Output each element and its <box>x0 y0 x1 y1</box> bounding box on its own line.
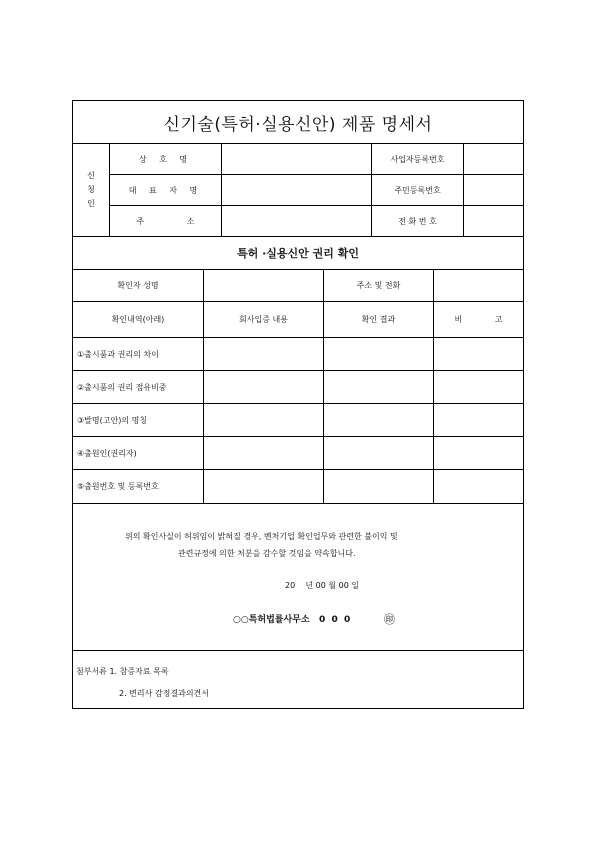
section-title-row <box>73 237 523 270</box>
item-label: ①출시품과 권리의 차이 <box>77 349 159 359</box>
address-field[interactable] <box>221 206 371 237</box>
resident-no-label: 주민등록번호 <box>371 175 463 205</box>
seal-mark: ㊞ <box>384 613 395 626</box>
confirmer-name-label: 확인자 성명 <box>117 281 159 290</box>
result-field[interactable] <box>323 338 433 370</box>
form-title: 신기술(특허·실용신안) 제품 명세서 <box>163 114 433 135</box>
statement-block <box>73 504 523 651</box>
company-proof-field[interactable] <box>203 437 323 469</box>
company-proof-field[interactable] <box>203 371 323 403</box>
column-header-row <box>73 302 523 338</box>
statement-line-2: 관련규정에 의한 처분을 감수할 것임을 약속합니다. <box>178 549 356 558</box>
confirmer-row <box>73 270 523 302</box>
item-label: ③발명(고안)의 명칭 <box>77 415 148 425</box>
result-field[interactable] <box>323 470 433 503</box>
remarks-field[interactable] <box>433 470 523 503</box>
phone-label: 전 화 번 호 <box>371 206 463 237</box>
resident-no-field[interactable] <box>463 175 523 205</box>
confirmer-contact-label: 주소 및 전화 <box>323 270 433 301</box>
section-title: 특허 ·실용신안 권리 확인 <box>237 247 359 260</box>
item-label: ④출원인(권리자) <box>77 448 137 458</box>
applicant-block <box>73 144 523 237</box>
statement-line-1: 위의 확인사실이 허위임이 밝혀질 경우, 벤처기업 확인업무와 관련한 불이익 및 <box>125 532 398 541</box>
table-row <box>73 404 523 437</box>
result-field[interactable] <box>323 371 433 403</box>
item-label: ⑤출원번호 및 등록번호 <box>77 482 159 491</box>
company-proof-field[interactable] <box>203 338 323 370</box>
remarks-field[interactable] <box>433 437 523 469</box>
remarks-field[interactable] <box>433 404 523 436</box>
column-header: 비 고 <box>433 302 523 337</box>
attachments-block <box>73 651 523 708</box>
column-header: 확인 결과 <box>323 302 433 337</box>
business-no-label: 사업자등록번호 <box>371 144 463 174</box>
address-label: 주 소 <box>136 217 195 226</box>
company-proof-field[interactable] <box>203 470 323 503</box>
table-row <box>73 338 523 371</box>
business-no-field[interactable] <box>463 144 523 174</box>
remarks-field[interactable] <box>433 338 523 370</box>
form-title-row <box>73 101 523 144</box>
item-label: ②출시품의 권리 점유비중 <box>77 382 167 392</box>
remarks-field[interactable] <box>433 371 523 403</box>
table-row <box>73 437 523 470</box>
confirmer-contact-field[interactable] <box>433 270 523 301</box>
confirmer-name-field[interactable] <box>203 270 323 301</box>
table-row <box>73 371 523 404</box>
representative-field[interactable] <box>221 175 371 205</box>
column-header: 확인내역(아래) <box>111 315 165 324</box>
representative-label: 대 표 자 명 <box>128 185 203 195</box>
table-row <box>73 470 523 504</box>
result-field[interactable] <box>323 437 433 469</box>
applicant-label: 신 청 인 <box>87 171 95 208</box>
column-header: 회사입증 내용 <box>203 302 323 337</box>
specification-form <box>72 100 524 709</box>
attachment-line-1: 첨부서류 1. 참증자료 목록 <box>76 667 169 676</box>
trade-name-field[interactable] <box>221 144 371 174</box>
attachment-line-2: 2. 변리사 감정결과의견서 <box>119 689 209 698</box>
phone-field[interactable] <box>463 206 523 237</box>
office-name: ○○특허법률사무소 0 0 0 <box>233 615 351 625</box>
statement-date: 20 년 00 월 00 일 <box>285 581 360 590</box>
company-proof-field[interactable] <box>203 404 323 436</box>
trade-name-label: 상 호 명 <box>138 154 193 164</box>
result-field[interactable] <box>323 404 433 436</box>
